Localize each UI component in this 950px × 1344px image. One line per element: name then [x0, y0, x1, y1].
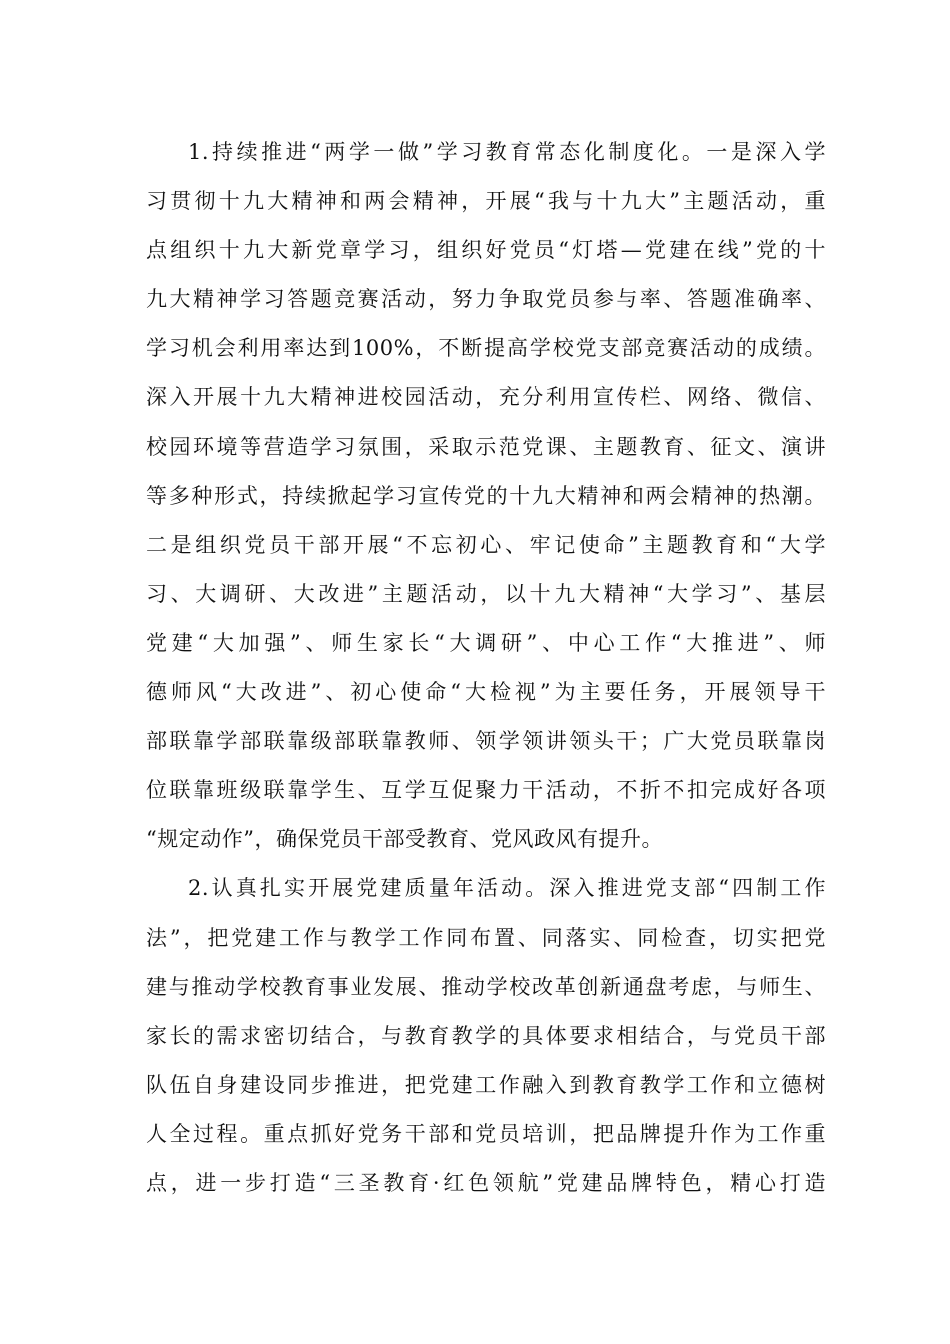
text-line: 学习机会利用率达到100%，不断提高学校党支部竞赛活动的成绩。: [146, 336, 826, 361]
text-line: 部联靠学部联靠级部联靠教师、领学领讲领头干；广大党员联靠岗: [146, 729, 826, 754]
text-line: 2.认真扎实开展党建质量年活动。深入推进党支部“四制工作: [188, 876, 826, 901]
text-line: 1.持续推进“两学一做”学习教育常态化制度化。一是深入学: [188, 140, 826, 164]
text-line: 点组织十九大新党章学习，组织好党员“灯塔—党建在线”党的十: [146, 238, 826, 263]
text-line: 法”，把党建工作与教学工作同布置、同落实、同检查，切实把党: [146, 925, 826, 950]
text-line: 校园环境等营造学习氛围，采取示范党课、主题教育、征文、演讲: [146, 434, 826, 459]
text-line: 习贯彻十九大精神和两会精神，开展“我与十九大”主题活动，重: [146, 189, 826, 214]
text-line: 习、大调研、大改进”主题活动，以十九大精神“大学习”、基层: [146, 581, 826, 606]
text-line: 党建“大加强”、师生家长“大调研”、中心工作“大推进”、师: [146, 630, 826, 655]
text-line: 点，进一步打造“三圣教育·红色领航”党建品牌特色，精心打造: [146, 1170, 826, 1195]
text-line: 家长的需求密切结合，与教育教学的具体要求相结合，与党员干部: [146, 1023, 826, 1048]
paragraph-1: [146, 128, 826, 864]
text-line: 建与推动学校教育事业发展、推动学校改革创新通盘考虑，与师生、: [146, 974, 826, 999]
text-line: 人全过程。重点抓好党务干部和党员培训，把品牌提升作为工作重: [146, 1121, 826, 1146]
text-line: 队伍自身建设同步推进，把党建工作融入到教育教学工作和立德树: [146, 1072, 826, 1097]
text-line: 二是组织党员干部开展“不忘初心、牢记使命”主题教育和“大学: [146, 532, 826, 557]
text-line: 深入开展十九大精神进校园活动，充分利用宣传栏、网络、微信、: [146, 385, 826, 410]
text-line: “规定动作”，确保党员干部受教育、党风政风有提升。: [146, 827, 663, 852]
text-line: 九大精神学习答题竞赛活动，努力争取党员参与率、答题准确率、: [146, 287, 826, 312]
paragraph-2: [146, 864, 826, 1208]
text-line: 德师风“大改进”、初心使命“大检视”为主要任务，开展领导干: [146, 680, 826, 705]
document-body: [146, 128, 826, 1208]
text-line: 位联靠班级联靠学生、互学互促聚力干活动，不折不扣完成好各项: [146, 778, 826, 803]
text-line: 等多种形式，持续掀起学习宣传党的十九大精神和两会精神的热潮。: [146, 483, 826, 508]
